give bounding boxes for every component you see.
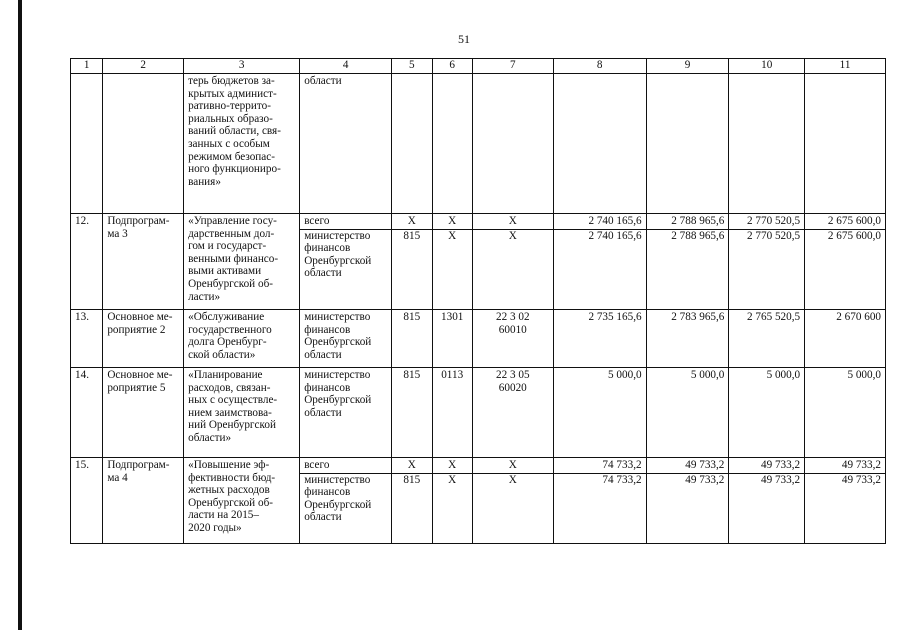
cell-col-3 [184,458,300,544]
cell-col-10 [729,458,805,544]
cell-col-9 [646,310,729,368]
cell-text: 15. [75,459,89,471]
cell-col-6 [432,310,472,368]
cell-col-4 [300,310,392,368]
col-header-9: 9 [646,59,729,74]
header-row [71,59,886,74]
cell-value: 49 733,2 [841,473,881,486]
cell-value: 2 735 165,6 [588,311,642,323]
cell-value [809,75,881,76]
cell-value: 815 [403,311,421,323]
cell-col-5 [392,214,432,310]
cell-value: 5 000,0 [766,369,801,381]
cell-value: 74 733,2 [602,473,642,486]
cell-col-11 [805,458,886,544]
cell-col-3 [184,74,300,214]
cell-value: 2 740 165,6 [554,215,646,230]
cell-col-8 [553,458,646,544]
cell-value: 2 770 520,5 [729,215,804,230]
cell-col-5 [392,368,432,458]
cell-value: области [304,75,342,87]
cell-col-5 [392,74,432,214]
cell-text: Подпрограм- ма 4 [107,459,170,484]
cell-col-9 [646,74,729,214]
table-row [71,214,886,310]
cell-value: 2 788 965,6 [647,215,729,230]
cell-value: Х [473,215,553,230]
table-row [71,368,886,458]
col-header-10: 10 [729,59,805,74]
cell-col-10 [729,74,805,214]
cell-col-4 [300,74,392,214]
cell-col-7 [472,214,553,310]
cell-col-11 [805,310,886,368]
col-header-3: 3 [184,59,300,74]
cell-text: «Планирование расходов, связан- ных с осуществле- нием заимствова- ний Оренбургской области» [188,369,278,444]
cell-col-2 [103,310,184,368]
col-header-6: 6 [432,59,472,74]
cell-value: 0113 [441,369,464,381]
cell-value: 49 733,2 [685,473,725,486]
cell-col-1 [71,74,103,214]
cell-col-9 [646,214,729,310]
cell-value: Х [448,229,457,242]
cell-col-10 [729,368,805,458]
cell-value: Х [392,459,431,474]
cell-text: Основное ме- роприятие 5 [107,369,173,394]
cell-col-2 [103,458,184,544]
cell-value: 2 740 165,6 [588,229,642,242]
cell-col-1 [71,458,103,544]
cell-col-8 [553,368,646,458]
cell-value: 815 [403,473,421,486]
table-row [71,458,886,544]
cell-value: 22 3 05 60020 [496,369,530,394]
cell-text: Подпрограм- ма 3 [107,215,170,240]
cell-col-4 [300,214,392,310]
cell-col-2 [103,368,184,458]
cell-value [477,75,549,76]
cell-col-9 [646,458,729,544]
cell-col-11 [805,74,886,214]
cell-col-8 [553,214,646,310]
cell-col-7 [472,368,553,458]
cell-value: 49 733,2 [805,459,885,474]
cell-col-3 [184,214,300,310]
cell-value: 49 733,2 [647,459,729,474]
table-row [71,74,886,214]
cell-value [733,75,800,76]
cell-col-5 [392,310,432,368]
cell-col-8 [553,310,646,368]
cell-value: 74 733,2 [554,459,646,474]
page-number: 51 [458,32,470,46]
cell-col-4 [300,368,392,458]
cell-value [651,75,725,76]
cell-value: 49 733,2 [729,459,804,474]
cell-value: Х [448,473,457,486]
cell-col-1 [71,368,103,458]
cell-col-11 [805,214,886,310]
cell-col-2 [103,74,184,214]
cell-value: Х [508,473,517,486]
cell-value: Х [473,459,553,474]
cell-col-6 [432,74,472,214]
cell-col-6 [432,368,472,458]
cell-col-7 [472,458,553,544]
cell-value: министерство финансов Оренбургской области [304,229,372,280]
cell-col-6 [432,214,472,310]
cell-col-3 [184,310,300,368]
cell-value: 5 000,0 [608,369,642,381]
cell-col-1 [71,310,103,368]
cell-value [437,75,468,76]
cell-value: 815 [403,369,421,381]
cell-col-6 [432,458,472,544]
cell-value [396,75,427,76]
col-header-2: 2 [103,59,184,74]
cell-col-7 [472,74,553,214]
table-row [71,310,886,368]
cell-text: «Обслуживание государственного долга Оренбург- ской области» [188,311,272,361]
cell-text: 14. [75,369,89,381]
col-header-7: 7 [472,59,553,74]
cell-value: всего [300,215,391,230]
cell-col-5 [392,458,432,544]
cell-value: 815 [403,229,421,242]
cell-value: 5 000,0 [847,369,881,381]
cell-value: министерство финансов Оренбургской области [304,473,372,524]
cell-value: министерство финансов Оренбургской области [304,311,372,361]
cell-value: 1301 [441,311,464,323]
cell-value: 5 000,0 [690,369,725,381]
cell-value: 2 765 520,5 [746,311,801,323]
col-header-4: 4 [300,59,392,74]
col-header-8: 8 [553,59,646,74]
cell-value: всего [300,459,391,474]
cell-value: 2 783 965,6 [671,311,725,323]
cell-value: 49 733,2 [760,473,801,486]
cell-col-10 [729,214,805,310]
col-header-1: 1 [71,59,103,74]
cell-value: 22 3 02 60010 [496,311,530,336]
cell-value: Х [433,215,472,230]
cell-value: 2 788 965,6 [671,229,725,242]
cell-col-8 [553,74,646,214]
cell-value: 2 675 600,0 [805,215,885,230]
cell-text: «Повышение эф- фективности бюд- жетных расходов Оренбургской об- ласти на 2015– 2020 годы» [188,459,276,534]
cell-text: терь бюджетов за- крытых админист- ративно-террито- риальных образо- ваний области, свя- занных с особым режимом безопас- ного функциониро- вания» [188,75,281,188]
cell-value: Х [433,459,472,474]
cell-value: Х [508,229,517,242]
col-header-5: 5 [392,59,432,74]
cell-col-7 [472,310,553,368]
cell-value: 2 770 520,5 [746,229,801,242]
cell-text: Основное ме- роприятие 2 [107,311,173,336]
cell-text: 12. [75,215,89,227]
cell-value: министерство финансов Оренбургской области [304,369,372,419]
cell-col-1 [71,214,103,310]
cell-col-2 [103,214,184,310]
col-header-11: 11 [805,59,886,74]
cell-col-4 [300,458,392,544]
table-body [71,74,886,544]
cell-value [558,75,642,76]
cell-value: 2 675 600,0 [827,229,881,242]
cell-col-10 [729,310,805,368]
cell-text: 13. [75,311,89,323]
cell-col-9 [646,368,729,458]
budget-table [70,58,886,544]
cell-value: 2 670 600 [836,311,881,323]
binding-edge-bar [18,0,22,630]
cell-col-11 [805,368,886,458]
cell-col-3 [184,368,300,458]
cell-value: Х [392,215,431,230]
cell-text: «Управление госу- дарственным дол- гом и государст- венными финансо- выми активами Оренбургской об- ласти» [188,215,279,303]
